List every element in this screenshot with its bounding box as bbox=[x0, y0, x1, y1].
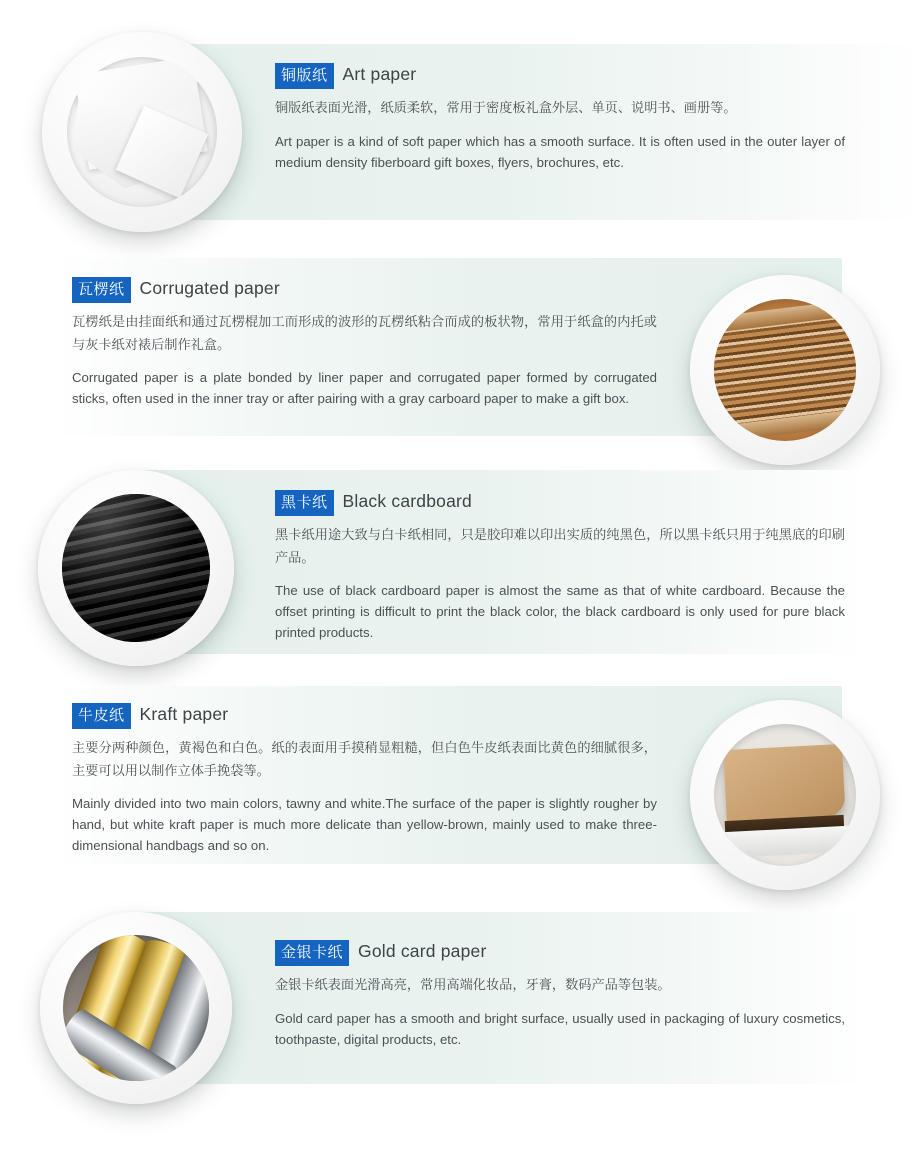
corrugated-paper-medallion bbox=[690, 275, 880, 465]
black-cardboard-content bbox=[275, 490, 845, 644]
gold-card-paper-content bbox=[275, 940, 845, 1050]
black-cardboard-medallion bbox=[38, 470, 234, 666]
gold-card-paper-medallion bbox=[40, 912, 232, 1104]
black-cardboard-text-cn: 黑卡纸用途大致与白卡纸相同，只是胶印难以印出实质的纯黑色，所以黑卡纸只用于纯黑底的印刷产品。 bbox=[275, 528, 845, 566]
corrugated-paper-content bbox=[72, 277, 657, 410]
kraft-paper-content bbox=[72, 703, 657, 857]
kraft-paper-tag-cn: 牛皮纸 bbox=[72, 703, 131, 729]
art-paper-medallion bbox=[42, 32, 242, 232]
art-paper-tag-cn: 铜版纸 bbox=[275, 63, 334, 89]
black-cardboard-title-row bbox=[275, 490, 845, 516]
art-paper-text-en: Art paper is a kind of soft paper which has a smooth surface. It is often used in the outer layer of medium density fiberboard gift boxes, flyers, brochures, etc. bbox=[275, 133, 845, 170]
corrugated-paper-title-row bbox=[72, 277, 657, 303]
kraft-paper-medallion bbox=[690, 700, 880, 890]
gold-card-paper-photo bbox=[63, 935, 209, 1081]
kraft-paper-text-en: Mainly divided into two main colors, tawny and white.The surface of the paper is slightly rougher by hand, but white kraft paper is much more delicate than yellow-brown, mainly used to make three-dimensional handbags and so on. bbox=[72, 796, 657, 854]
corrugated-paper-text-cn: 瓦楞纸是由挂面纸和通过瓦楞棍加工而形成的波形的瓦楞纸粘合而成的板状物，常用于纸盒的内托或与灰卡纸对裱后制作礼盒。 bbox=[72, 315, 657, 353]
art-paper-photo bbox=[67, 57, 217, 207]
corrugated-paper-text-en: Corrugated paper is a plate bonded by liner paper and corrugated paper formed by corrugated sticks, often used in the inner tray or after pairing with a gray carboard paper to make a gift box. bbox=[72, 370, 657, 407]
gold-card-paper-title-row bbox=[275, 940, 845, 966]
gold-card-paper-text-cn: 金银卡纸表面光滑高亮，常用高端化妆品，牙膏，数码产品等包装。 bbox=[275, 978, 671, 993]
kraft-paper-title-row bbox=[72, 703, 657, 729]
corrugated-paper-tag-cn: 瓦楞纸 bbox=[72, 277, 131, 303]
art-paper-text-cn: 铜版纸表面光滑，纸质柔软，常用于密度板礼盒外层、单页、说明书、画册等。 bbox=[275, 101, 737, 116]
black-cardboard-text-en: The use of black cardboard paper is almost the same as that of white cardboard. Because the offset printing is difficult to print the black color, the black cardboard is only used for pure black printed products. bbox=[275, 583, 845, 641]
black-cardboard-photo bbox=[62, 494, 210, 642]
gold-card-paper-title-en: Gold card paper bbox=[358, 941, 487, 961]
black-cardboard-title-en: Black cardboard bbox=[342, 491, 472, 511]
kraft-paper-title-en: Kraft paper bbox=[139, 704, 229, 724]
art-paper-title-row bbox=[275, 63, 845, 89]
gold-card-paper-tag-cn: 金银卡纸 bbox=[275, 940, 349, 966]
black-cardboard-tag-cn: 黑卡纸 bbox=[275, 490, 334, 516]
art-paper-title-en: Art paper bbox=[342, 64, 417, 84]
kraft-paper-photo bbox=[714, 724, 856, 866]
art-paper-content bbox=[275, 63, 845, 173]
gloss-highlight bbox=[62, 494, 210, 642]
corrugated-paper-title-en: Corrugated paper bbox=[139, 278, 280, 298]
kraft-board-shape bbox=[723, 744, 846, 827]
kraft-paper-text-cn: 主要分两种颜色，黄褐色和白色。纸的表面用手摸稍显粗糙，但白色牛皮纸表面比黄色的细腻很多，主要可以用以制作立体手挽袋等。 bbox=[72, 741, 657, 779]
gold-card-paper-text-en: Gold card paper has a smooth and bright surface, usually used in packaging of luxury cosmetics, toothpaste, digital products, etc. bbox=[275, 1010, 845, 1047]
corrugated-paper-photo bbox=[714, 299, 856, 441]
